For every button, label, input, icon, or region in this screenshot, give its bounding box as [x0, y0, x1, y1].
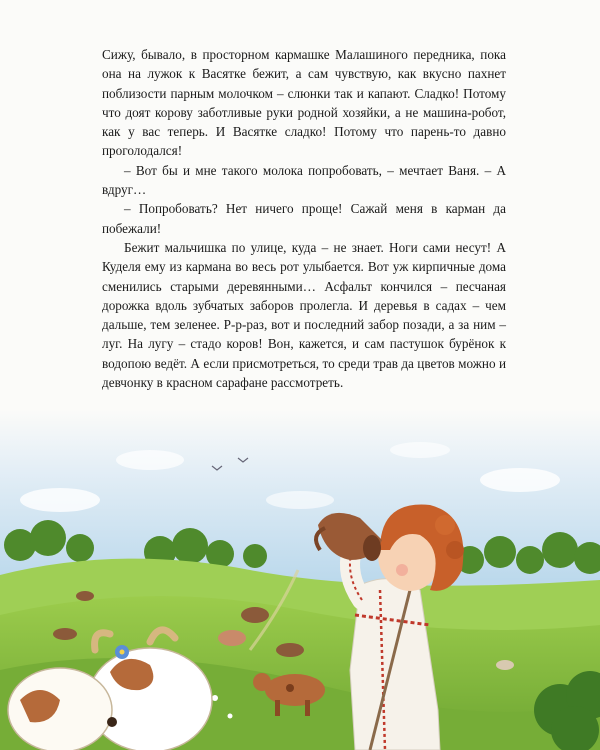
cloud	[116, 450, 184, 470]
paragraph-3: – Попробовать? Нет ничего проще! Сажай меня в карман да побежали!	[102, 201, 506, 236]
cloud	[390, 442, 450, 458]
paragraph-4: Бежит мальчишка по улице, куда – не знает. Ноги сами несут! А Куделя ему из кармана во весь рот улыбается. Вот уж кирпичные дома сменились старыми деревянными… Асфальт кончился – песчаная дорожка вдоль зубчатых заборов пролегла. И деревья в садах – чем дальше, тем зеленее. Р-р-раз, вот и последний забор позади, а за ним – луг. На лугу – стадо коров! Вон, кажется, и сам пастушок бурёнок к водопою ведёт. А если присмотреться, то среди трав да цветов можно и девчонку в красном сарафане рассмотреть.	[102, 239, 506, 391]
meadow-illustration	[0, 410, 600, 750]
paragraph-1: Сижу, бывало, в просторном кармашке Малашиного передника, пока она на лужок к Васятке бежит, а сам чувствую, как вкусно пахнет поблизости парным молочком – слюнки так и капают. Сладко! Потому что доят корову заботливые руки родной хозяйки, а не машина-робот, как у вас теперь. И Васятке сладко! Потому что парень-то давно проголодался!	[102, 47, 506, 159]
cloud	[266, 491, 334, 509]
story-text	[102, 45, 506, 392]
cloud	[20, 488, 100, 512]
cloud	[480, 468, 560, 492]
paragraph-2: – Вот бы и мне такого молока попробовать, – мечтает Ваня. – А вдруг…	[102, 162, 506, 198]
